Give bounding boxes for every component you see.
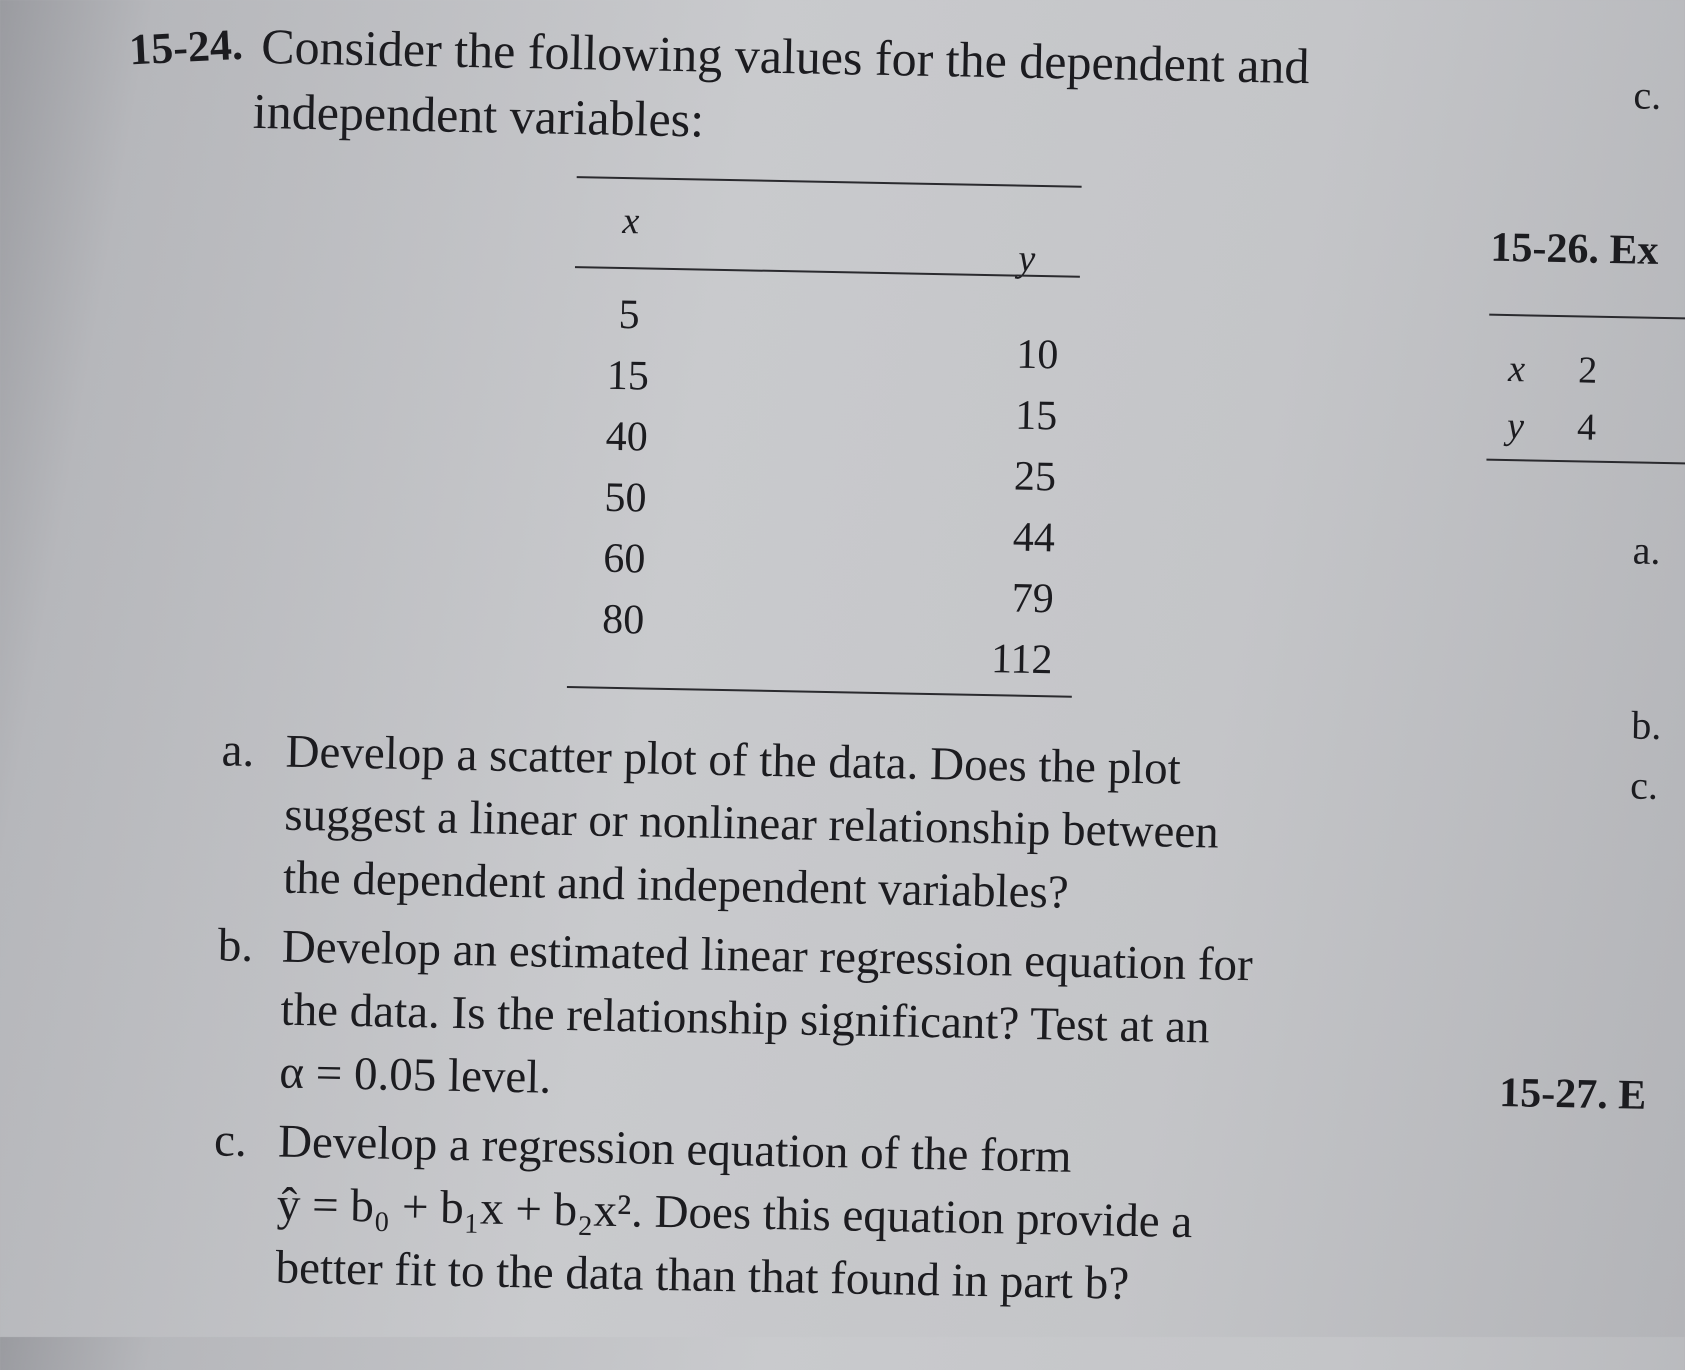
table-cell-y: 44 bbox=[1012, 514, 1056, 562]
data-table bbox=[577, 176, 1082, 684]
sidebar-x-label: x bbox=[1507, 348, 1526, 391]
sidebar-table-bottom-rule bbox=[1486, 459, 1685, 465]
table-cell-y: 10 bbox=[1015, 331, 1059, 379]
sidebar-x-value: 2 bbox=[1577, 349, 1598, 392]
table-cell-y: 15 bbox=[1014, 392, 1058, 440]
part-line: Develop a scatter plot of the data. Does the plot bbox=[285, 725, 1182, 795]
alpha-level-line: α = 0.05 level. bbox=[278, 1046, 552, 1104]
table-header-x: x bbox=[622, 199, 640, 243]
part-a bbox=[219, 719, 1392, 930]
part-letter: a. bbox=[221, 724, 255, 778]
problem-header bbox=[127, 12, 1359, 163]
sidebar-letter-b: b. bbox=[1630, 702, 1662, 749]
sidebar-part-letter: c. bbox=[1633, 72, 1662, 118]
problem-number: 15-24. bbox=[127, 19, 244, 75]
sidebar-y-value: 4 bbox=[1576, 406, 1597, 449]
table-cell-x: 50 bbox=[604, 474, 647, 522]
part-c bbox=[211, 1109, 1384, 1320]
part-letter: c. bbox=[213, 1114, 248, 1167]
part-line: the dependent and independent variables? bbox=[282, 851, 1070, 919]
sidebar-letter-c: c. bbox=[1629, 762, 1659, 808]
problem-parts bbox=[211, 719, 1392, 1326]
part-line: better fit to the data than that found in part b? bbox=[275, 1241, 1130, 1310]
table-column-x bbox=[568, 284, 685, 652]
table-cell-x: 60 bbox=[602, 535, 646, 583]
table-cell-x: 15 bbox=[606, 352, 650, 400]
table-cell-y: 79 bbox=[1011, 575, 1055, 623]
table-cell-y: 25 bbox=[1013, 453, 1057, 501]
sidebar-table-top-rule bbox=[1489, 314, 1685, 320]
facing-page-edge bbox=[1469, 29, 1685, 1370]
table-header-y: y bbox=[1017, 237, 1036, 280]
part-b bbox=[215, 914, 1388, 1125]
table-cell-x: 40 bbox=[605, 413, 649, 461]
part-line: the data. Is the relationship significant? Test at an bbox=[280, 983, 1211, 1054]
table-top-rule bbox=[577, 176, 1082, 188]
problem-intro-line2: independent variables: bbox=[252, 82, 705, 148]
table-cell-x: 5 bbox=[618, 291, 641, 339]
sidebar-y-label: y bbox=[1506, 405, 1525, 448]
sidebar-letter-a: a. bbox=[1632, 527, 1661, 573]
part-line: Develop a regression equation of the form bbox=[277, 1115, 1073, 1183]
part-line: suggest a linear or nonlinear relationship between bbox=[283, 788, 1220, 859]
table-cell-x: 80 bbox=[601, 596, 645, 644]
table-cell-y: 112 bbox=[990, 636, 1053, 684]
part-letter: b. bbox=[217, 919, 254, 973]
sidebar-following-problem: 15-27. E bbox=[1498, 1069, 1647, 1119]
quadratic-equation-line: ŷ = b₀ + b₁x + b₂x². Does this equation provide a bbox=[276, 1178, 1193, 1249]
sidebar-problem-number: 15-26. Ex bbox=[1490, 224, 1659, 274]
problem-intro-line1: Consider the following values for the dependent and bbox=[260, 18, 1311, 95]
part-line: Develop an estimated linear regression equation for bbox=[281, 920, 1254, 992]
table-column-y bbox=[932, 323, 1059, 691]
